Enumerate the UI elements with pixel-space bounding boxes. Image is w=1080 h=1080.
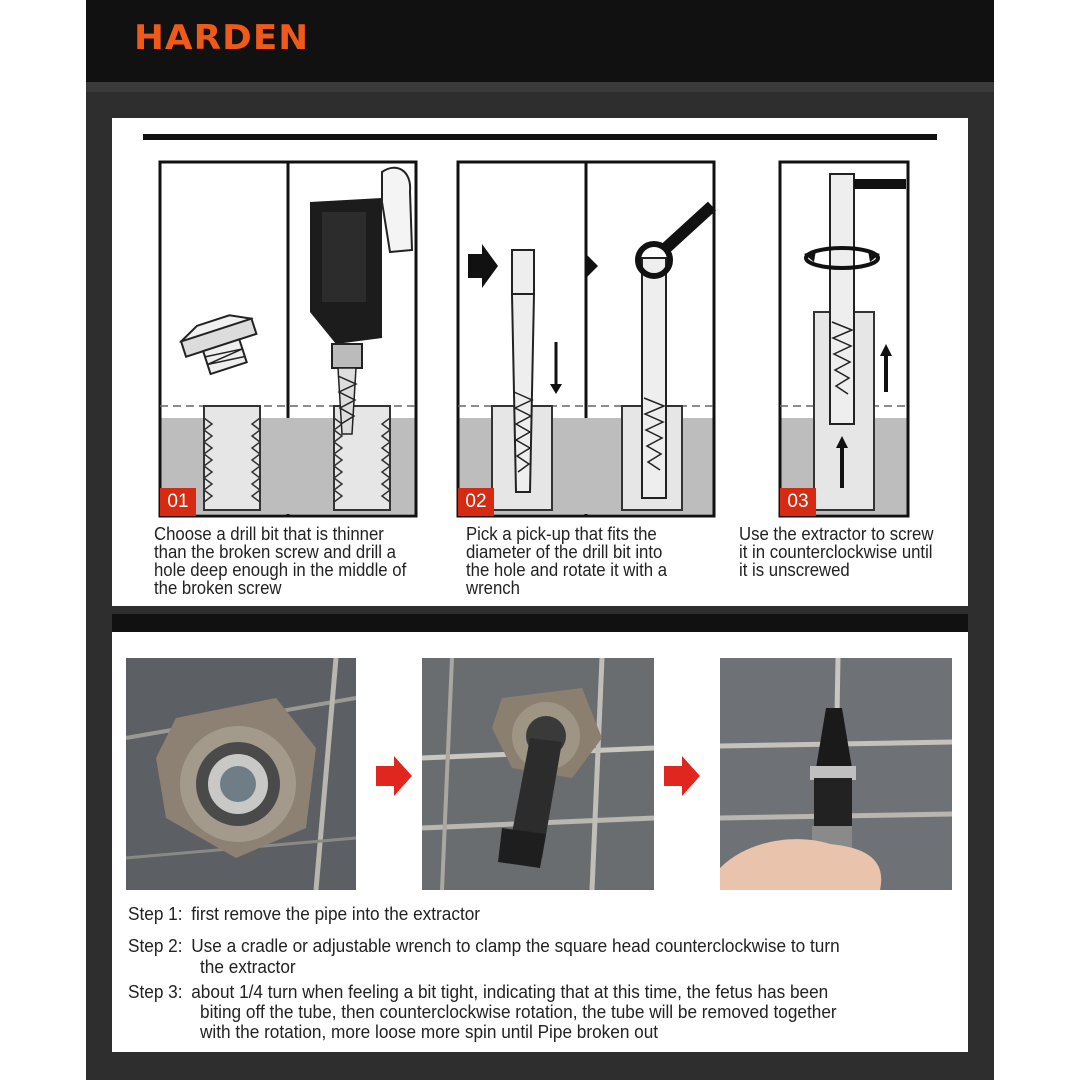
step3-caption: Use the extractor to screw it in counterclockwise until it is unscrewed — [739, 524, 934, 580]
photo-step2 — [422, 658, 654, 890]
photo-step-3-cont-2: with the rotation, more loose more spin until Pipe broken out — [200, 1021, 659, 1042]
step2-illustration — [458, 162, 714, 516]
step3-illustration — [780, 162, 908, 516]
photo-step-3: Step 3: about 1/4 turn when feeling a bit tight, indicating that at this time, the fetus has been — [128, 981, 829, 1002]
brand-logo: HARDEN — [134, 18, 310, 58]
section-separator — [112, 614, 968, 632]
panel-rule — [143, 134, 937, 140]
step-number-01: 01 — [160, 488, 196, 516]
photo-step1 — [126, 658, 356, 890]
arrow-right-icon — [664, 756, 700, 796]
step-number-02: 02 — [458, 488, 494, 516]
step-number-03: 03 — [780, 488, 816, 516]
photo-step3 — [720, 658, 952, 890]
photo-step-2-cont: the extractor — [200, 956, 296, 977]
photo-step-3-cont-1: biting off the tube, then counterclockwise rotation, the tube will be removed together — [200, 1001, 837, 1022]
divider — [86, 82, 994, 92]
step2-caption: Pick a pick-up that fits the diameter of the drill bit into the hole and rotate it with a wrench — [466, 524, 668, 598]
photo-step-2: Step 2: Use a cradle or adjustable wrench to clamp the square head counterclockwise to turn — [128, 935, 840, 956]
step1-caption: Choose a drill bit that is thinner than the broken screw and drill a hole deep enough in the middle of the broken screw — [154, 524, 407, 598]
photo-step-1: Step 1: first remove the pipe into the extractor — [128, 903, 481, 924]
step1-illustration — [160, 162, 416, 516]
arrow-right-icon — [376, 756, 412, 796]
